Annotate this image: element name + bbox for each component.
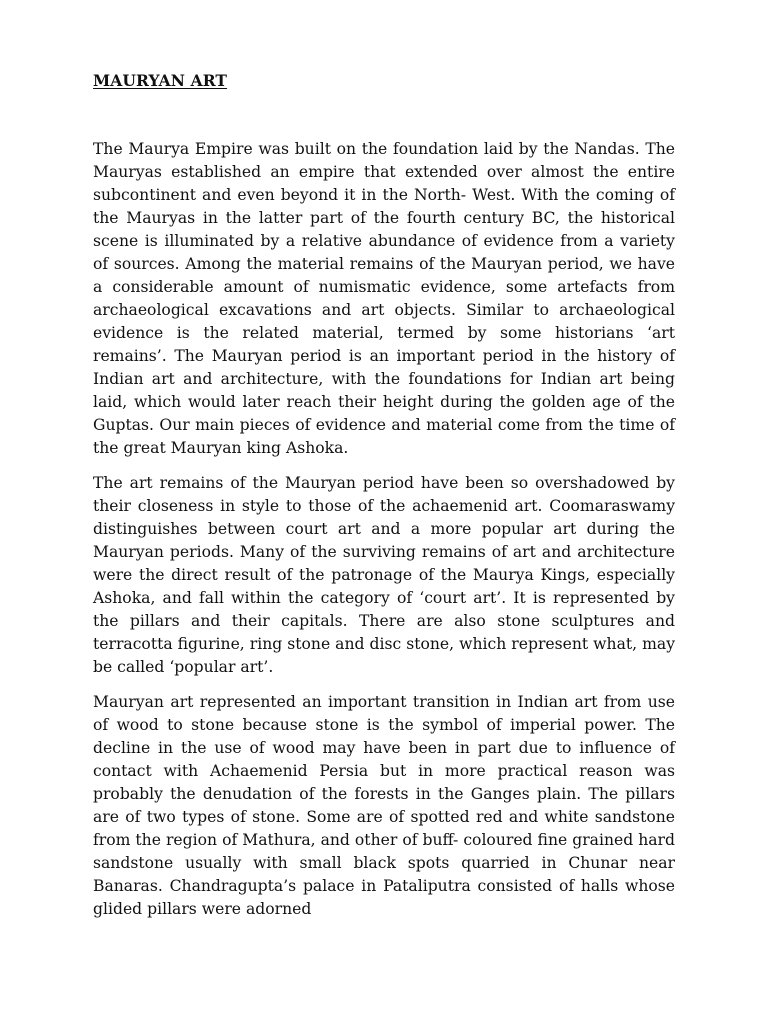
paragraph-1: The Maurya Empire was built on the foundation laid by the Nandas. The Mauryas established an empire that extended over almost the entire subcontinent and even beyond it in the North- West. With the coming of the Mauryas in the latter part of the fourth century BC, the historical scene is illuminated by a relative abundance of evidence from a variety of sources. Among the material remains of the Mauryan period, we have a considerable amount of numismatic evidence, some artefacts from archaeological excavations and art objects. Similar to archaeological evidence is the related material, termed by some historians ‘art remains’. The Mauryan period is an important period in the history of Indian art and architecture, with the foundations for Indian art being laid, which would later reach their height during the golden age of the Guptas. Our main pieces of evidence and material come from the time of the great Mauryan king Ashoka. (93, 140, 675, 457)
document-title: MAURYAN ART (93, 71, 228, 90)
paragraph-2: The art remains of the Mauryan period have been so overshadowed by their closeness in style to those of the achaemenid art. Coomaraswamy distinguishes between court art and a more popular art during the Mauryan periods. Many of the surviving remains of art and architecture were the direct result of the patronage of the Maurya Kings, especially Ashoka, and fall within the category of ‘court art’. It is represented by the pillars and their capitals. There are also stone sculptures and terracotta figurine, ring stone and disc stone, which represent what, may be called ‘popular art’. (93, 474, 675, 676)
document-body (93, 138, 675, 933)
paragraph-3: Mauryan art represented an important transition in Indian art from use of wood to stone because stone is the symbol of imperial power. The decline in the use of wood may have been in part due to influence of contact with Achaemenid Persia but in more practical reason was probably the denudation of the forests in the Ganges plain. The pillars are of two types of stone. Some are of spotted red and white sandstone from the region of Mathura, and other of buff- coloured fine grained hard sandstone usually with small black spots quarried in Chunar near Banaras. Chandragupta’s palace in Pataliputra consisted of halls whose glided pillars were adorned (93, 693, 675, 918)
